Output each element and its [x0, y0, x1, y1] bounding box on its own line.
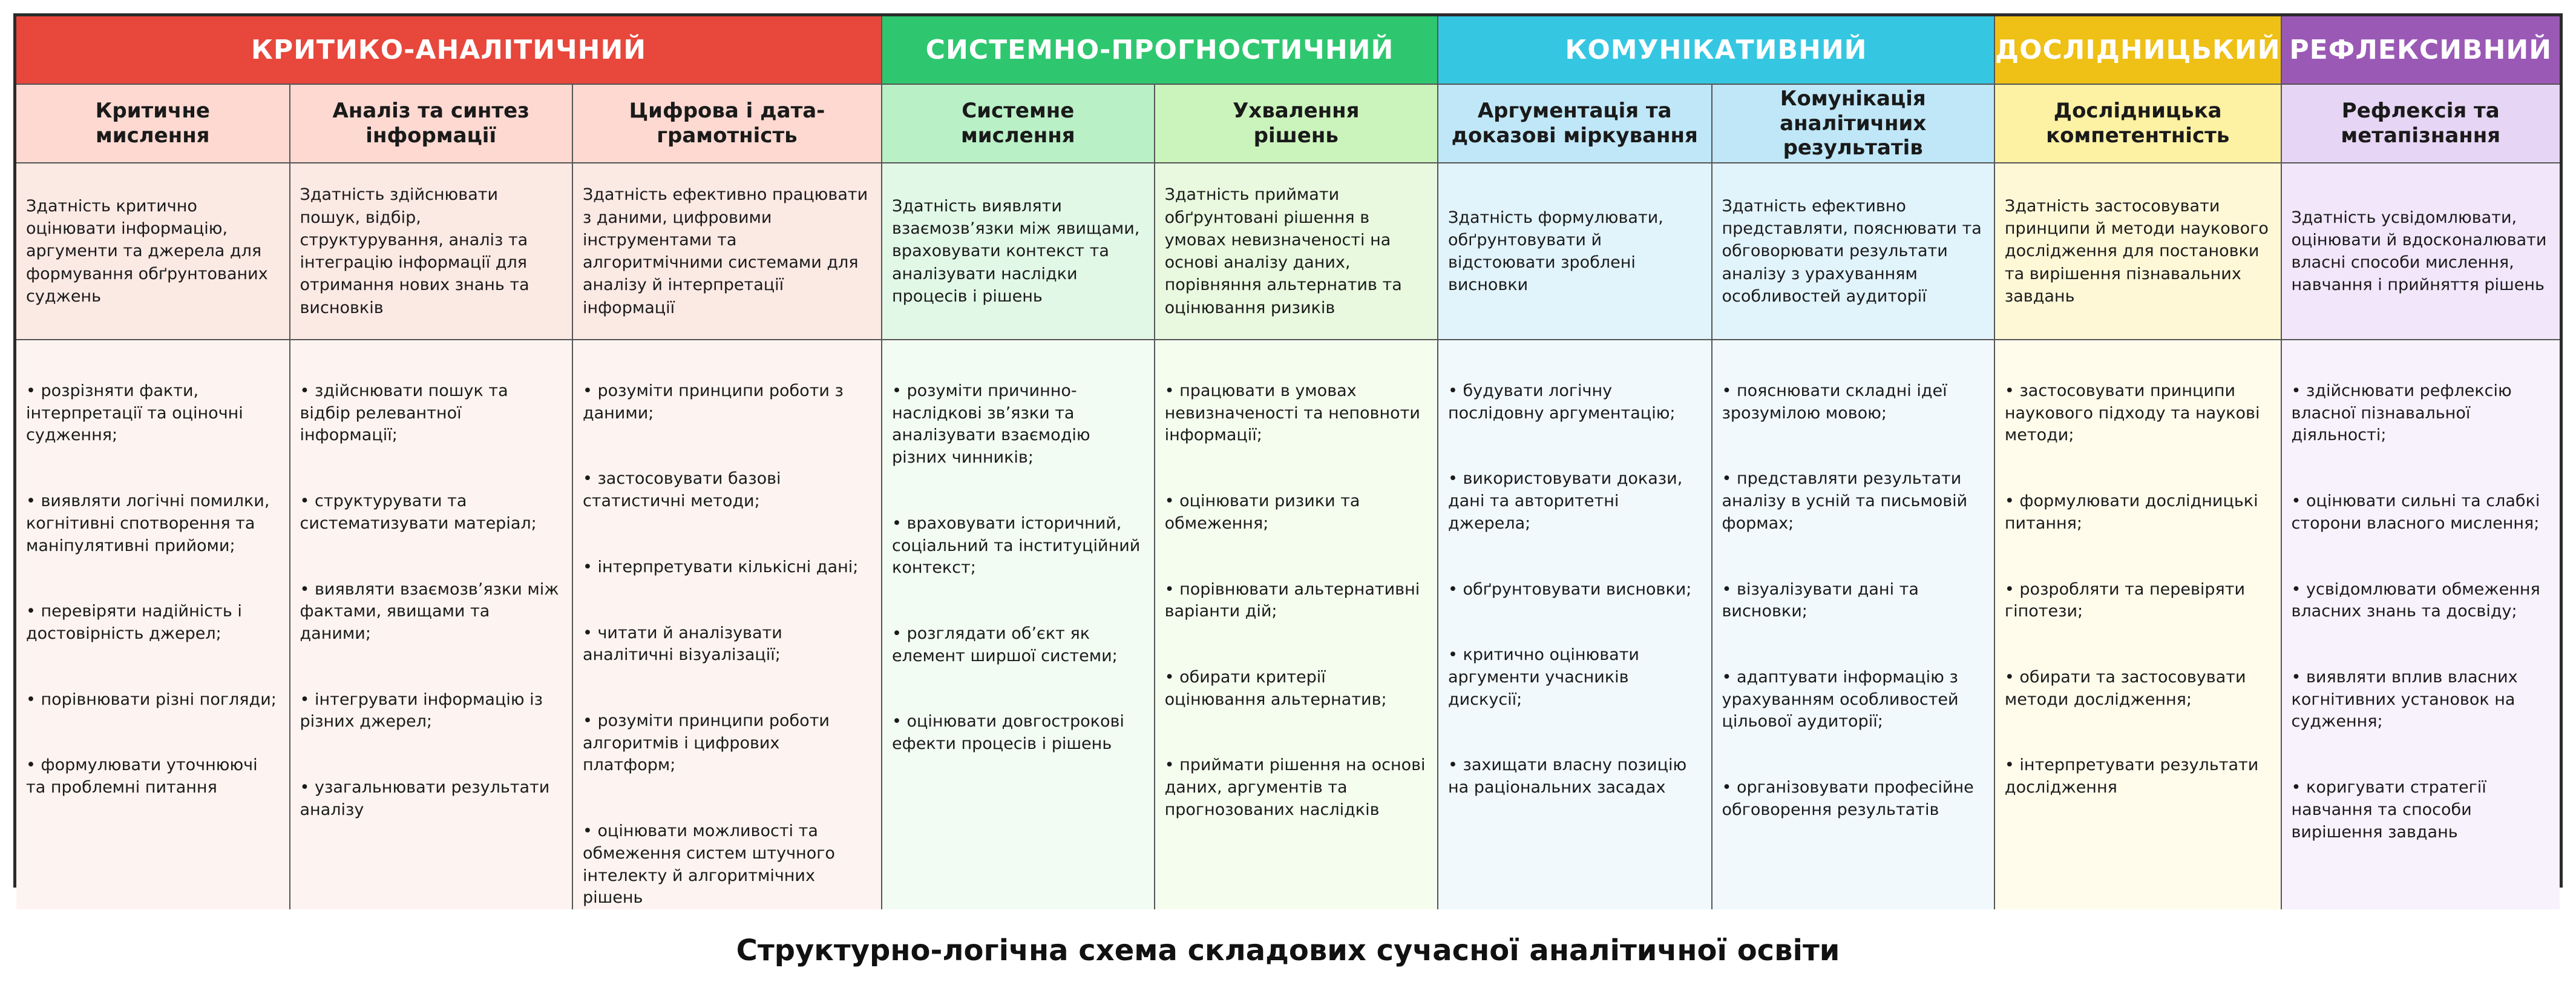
skill-item: • перевіряти надійність і достовірність джерел; — [26, 602, 242, 644]
competency-description: Здатність застосовувати принципи й методи наукового дослідження для постановки та вирішення пізнавальних завдань — [1995, 163, 2282, 340]
skill-item: • інтегрувати інформацію із різних джерел; — [300, 690, 543, 731]
skill-item: • формулювати уточнюючі та проблемні питання — [26, 756, 258, 797]
skill-item: • застосовувати базові статистичні методи; — [582, 469, 781, 511]
skill-item: • обирати критерії оцінювання альтернатив; — [1164, 668, 1387, 709]
competency-description: Здатність усвідомлювати, оцінювати й вдосконалювати власні способи мислення, навчання і прийняття рішень — [2282, 163, 2560, 340]
competency-title: Критичне мислення — [16, 85, 290, 163]
competency-title: Ухвалення рішень — [1155, 85, 1438, 163]
skill-item: • формулювати дослідницькі питання; — [2004, 492, 2258, 533]
competency-title: Аналіз та синтез інформації — [290, 85, 573, 163]
skill-item: • пояснювати складні ідеї зрозумілою мовою; — [1722, 381, 1947, 423]
skill-item: • організовувати професійне обговорення результатів — [1722, 778, 1974, 819]
skill-item: • обирати та застосовувати методи дослідження; — [2004, 668, 2246, 709]
competency-description: Здатність критично оцінювати інформацію, аргументи та джерела для формування обґрунтованих суджень — [16, 163, 290, 340]
skill-item: • розуміти принципи роботи алгоритмів і цифрових платформ; — [582, 711, 830, 775]
competency-title: Рефлексія та метапізнання — [2282, 85, 2560, 163]
skill-item: • читати й аналізувати аналітичні візуалізації; — [582, 623, 782, 665]
competency-description: Здатність ефективно представляти, пояснювати та обговорювати результати аналізу з урахуванням особливостей аудиторії — [1712, 163, 1995, 340]
skills-list — [16, 340, 290, 909]
skill-item: • розрізняти факти, інтерпретації та оціночні судження; — [26, 381, 243, 445]
skill-item: • обґрунтовувати висновки; — [1447, 579, 1692, 599]
group-header: КРИТИКО-АНАЛІТИЧНИЙ — [16, 16, 882, 85]
skill-item: • застосовувати принципи наукового підходу та наукові методи; — [2004, 381, 2260, 445]
skill-item: • розглядати об’єкт як елемент ширшої системи; — [892, 624, 1118, 665]
skill-item: • оцінювати можливості та обмеження систем штучного інтелекту й алгоритмічних рішень — [582, 822, 835, 908]
skill-item: • здійснювати рефлексію власної пізнавальної діяльності; — [2291, 381, 2512, 445]
skill-item: • будувати логічну послідовну аргументацію; — [1447, 381, 1676, 423]
skills-list — [573, 340, 882, 909]
skill-item: • виявляти взаємозв’язки між фактами, явищами та даними; — [300, 579, 559, 644]
skill-item: • приймати рішення на основі даних, аргументів та прогнозованих наслідків — [1164, 756, 1426, 819]
skill-item: • узагальнювати результати аналізу — [300, 778, 550, 819]
skill-item: • порівнювати різні погляди; — [26, 690, 277, 709]
skill-item: • використовувати докази, дані та авторитетні джерела; — [1447, 469, 1683, 533]
skill-item: • оцінювати сильні та слабкі сторони власного мислення; — [2291, 492, 2540, 533]
skill-item: • розробляти та перевіряти гіпотези; — [2004, 579, 2246, 621]
competency-title: Дослідницька компетентність — [1995, 85, 2282, 163]
group-header: КОМУНІКАТИВНИЙ — [1438, 16, 1995, 85]
skill-item: • розуміти принципи роботи з даними; — [582, 381, 844, 423]
skills-list — [1712, 340, 1995, 909]
skill-item: • усвідомлювати обмеження власних знань та досвіду; — [2291, 579, 2540, 621]
skill-item: • критично оцінювати аргументи учасників дискусії; — [1447, 645, 1639, 709]
skill-item: • інтерпретувати кількісні дані; — [582, 557, 859, 576]
skill-item: • структурувати та систематизувати матеріал; — [300, 492, 537, 533]
diagram-caption: Структурно-логічна схема складових сучасної аналітичної освіти — [736, 934, 1840, 967]
competency-description: Здатність ефективно працювати з даними, цифровими інструментами та алгоритмічними системами для аналізу й інтерпретації інформації — [573, 163, 882, 340]
skill-item: • здійснювати пошук та відбір релевантної інформації; — [300, 381, 508, 445]
skills-list — [1155, 340, 1438, 909]
group-header: РЕФЛЕКСИВНИЙ — [2282, 16, 2560, 85]
skill-item: • виявляти вплив власних когнітивних установок на судження; — [2291, 668, 2518, 731]
skill-item: • представляти результати аналізу в усній та письмовій формах; — [1722, 469, 1968, 533]
competency-description: Здатність приймати обґрунтовані рішення в умовах невизначеності на основі аналізу даних, порівняння альтернатив та оцінювання ризиків — [1155, 163, 1438, 340]
skills-list — [882, 340, 1155, 909]
skill-item: • працювати в умовах невизначеності та неповноти інформації; — [1164, 381, 1420, 445]
skill-item: • інтерпретувати результати дослідження — [2004, 756, 2259, 797]
skill-item: • порівнювати альтернативні варіанти дій; — [1164, 579, 1420, 621]
group-header: СИСТЕМНО-ПРОГНОСТИЧНИЙ — [882, 16, 1438, 85]
competency-description: Здатність здійснювати пошук, відбір, структурування, аналіз та інтеграцію інформації для отримання нових знань та висновків — [290, 163, 573, 340]
competency-title: Комунікація аналітичних результатів — [1712, 85, 1995, 163]
skills-list — [2282, 340, 2560, 909]
group-header: ДОСЛІДНИЦЬКИЙ — [1995, 16, 2282, 85]
skill-item: • захищати власну позицію на раціональних засадах — [1447, 756, 1687, 797]
competency-title: Аргументація та доказові міркування — [1438, 85, 1712, 163]
skill-item: • адаптувати інформацію з урахуванням особливостей цільової аудиторії; — [1722, 668, 1959, 731]
competency-title: Системне мислення — [882, 85, 1155, 163]
competency-description: Здатність формулювати, обґрунтовувати й відстоювати зроблені висновки — [1438, 163, 1712, 340]
skills-list — [1438, 340, 1712, 909]
skill-item: • оцінювати довгострокові ефекти процесів і рішень — [892, 712, 1124, 754]
skill-item: • візуалізувати дані та висновки; — [1722, 579, 1919, 621]
skill-item: • виявляти логічні помилки, когнітивні спотворення та маніпулятивні прийоми; — [26, 492, 270, 555]
competency-table — [13, 13, 2563, 908]
skills-list — [1995, 340, 2282, 909]
skill-item: • розуміти причинно-наслідкові зв’язки та аналізувати взаємодію різних чинників; — [892, 381, 1090, 467]
competency-title: Цифрова і дата- грамотність — [573, 85, 882, 163]
skill-item: • коригувати стратегії навчання та способи вирішення завдань — [2291, 778, 2486, 842]
skills-list — [290, 340, 573, 909]
skill-item: • оцінювати ризики та обмеження; — [1164, 492, 1360, 533]
competency-description: Здатність виявляти взаємозв’язки між явищами, враховувати контекст та аналізувати наслідки процесів і рішень — [882, 163, 1155, 340]
skill-item: • враховувати історичний, соціальний та інституційний контекст; — [892, 513, 1141, 578]
